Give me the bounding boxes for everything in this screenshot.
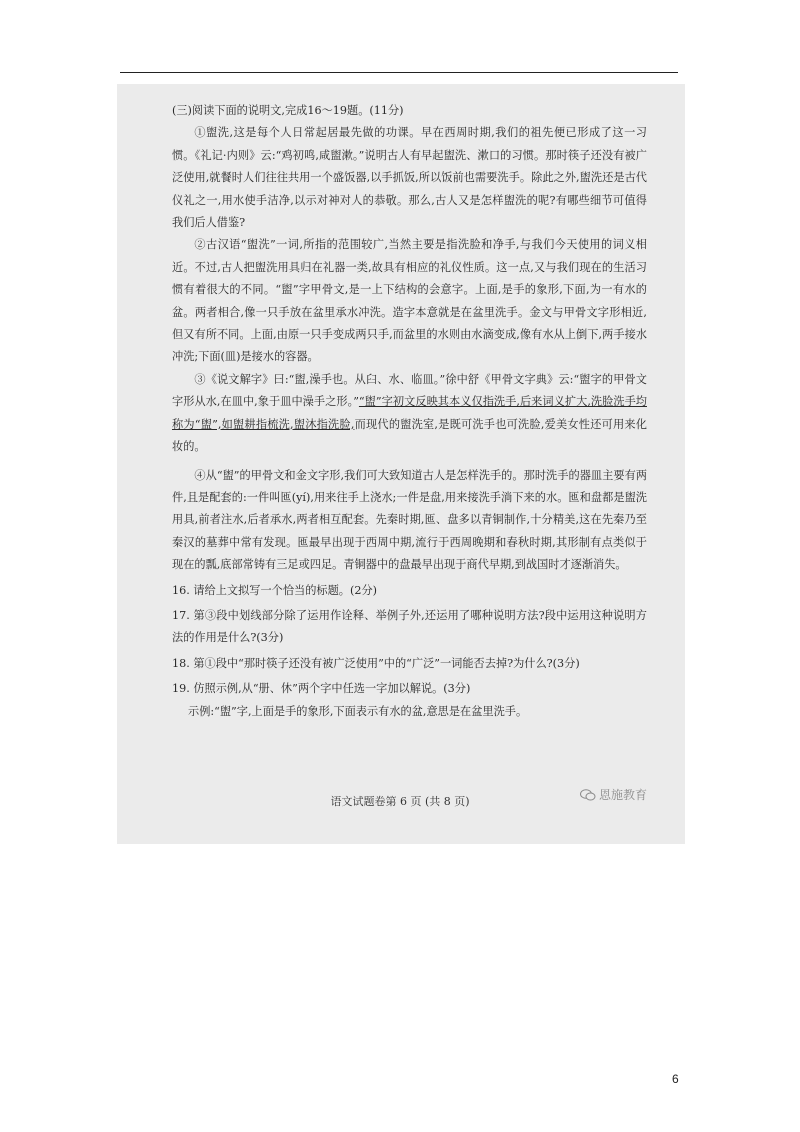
paragraph-1: ①盥洗,这是每个人日常起居最先做的功课。早在西周时期,我们的祖先便已形成了这一习惯。《礼记·内则》云:“鸡初鸣,咸盥漱。”说明古人有早起盥洗、漱口的习惯。那时筷子还没有被广泛使用,就餐时人们往往共用一个盛饭器,以手抓饭,所以饭前也需要洗手。除此之外,盥洗还是古代仪礼之一,用水使手洁净,以示对神对人的恭敬。那么,古人又是怎样盥洗的呢?有哪些细节可值得我们后人借鉴? [172, 126, 647, 230]
page-footer: 语文试题卷第 6 页 (共 8 页) [330, 795, 470, 808]
section-title: (三)阅读下面的说明文,完成16～19题。(11分) [172, 104, 404, 117]
top-rule [120, 72, 678, 73]
paragraph-3-text-a: ③《说文解字》曰:“盥,澡手也。从臼、水、临皿。”徐中舒《甲骨文字典》云:“盥字的甲骨文字形从水,在皿中,象于皿中澡手之形。” [172, 372, 647, 409]
watermark [580, 786, 647, 803]
paragraph-4: ④从“盥”的甲骨文和金文字形,我们可大致知道古人是怎样洗手的。那时洗手的器皿主要有两件,且是配套的:一件叫匜(yí),用来往手上浇水;一件是盘,用来接洗手淌下来的水。匜和盘都是盥洗用具,前者注水,后者承水,两者相互配套。先秦时期,匜、盘多以青铜制作,十分精美,这在先秦乃至秦汉的墓葬中常有发现。匜最早出现于西周中期,流行于西周晚期和春秋时期,其形制有点类似于现在的瓢,底部常铸有三足或四足。青铜器中的盘最早出现于商代早期,到战国时才逐渐消失。 [172, 468, 647, 572]
question-16: 16. 请给上文拟写一个恰当的标题。(2分) [172, 583, 378, 597]
paragraph-3-underlined: “盥”字初文反映其本义仅指洗手,后来词义扩大,洗脸洗手均称为“盥”,如盥耕指梳洗,盥沐指洗脸, [172, 395, 647, 431]
example-answer: 示例:“盥”字,上面是手的象形,下面表示有水的盆,意思是在盆里洗手。 [188, 704, 528, 718]
paragraph-3 [172, 369, 647, 459]
question-19: 19. 仿照示例,从“册、休”两个字中任选一字加以解说。(3分) [172, 682, 471, 696]
paragraph-2: ②古汉语“盥洗”一词,所指的范围较广,当然主要是指洗脸和净手,与我们今天使用的词义相近。不过,古人把盥洗用具归在礼器一类,故具有相应的礼仪性质。这一点,又与我们现在的生活习惯有着很大的不同。“盥”字甲骨文,是一上下结构的会意字。上面,是手的象形,下面,为一有水的盆。两者相合,像一只手放在盆里承水冲洗。造字本意就是在盆里洗手。金文与甲骨文字形相近,但又有所不同。上面,由原一只手变成两只手,而盆里的水则由水滴变成,像有水从上倒下,两手接水冲洗;下面(皿)是接水的容器。 [172, 238, 647, 364]
reading-passage [172, 100, 647, 723]
paragraph-3-text-b: 而现代的盥洗室,是既可洗手也可洗脸,爱美女性还可用来化妆的。 [172, 417, 647, 454]
wechat-icon [580, 789, 596, 801]
watermark-text: 恩施教育 [599, 788, 648, 802]
question-18: 18. 第①段中“那时筷子还没有被广泛使用”中的“广泛”一词能否去掉?为什么?(3分) [172, 656, 580, 670]
question-17: 17. 第③段中划线部分除了运用作诠释、举例子外,还运用了哪种说明方法?段中运用这种说明方法的作用是什么?(3分) [172, 608, 647, 645]
page-number: 6 [672, 1072, 679, 1086]
